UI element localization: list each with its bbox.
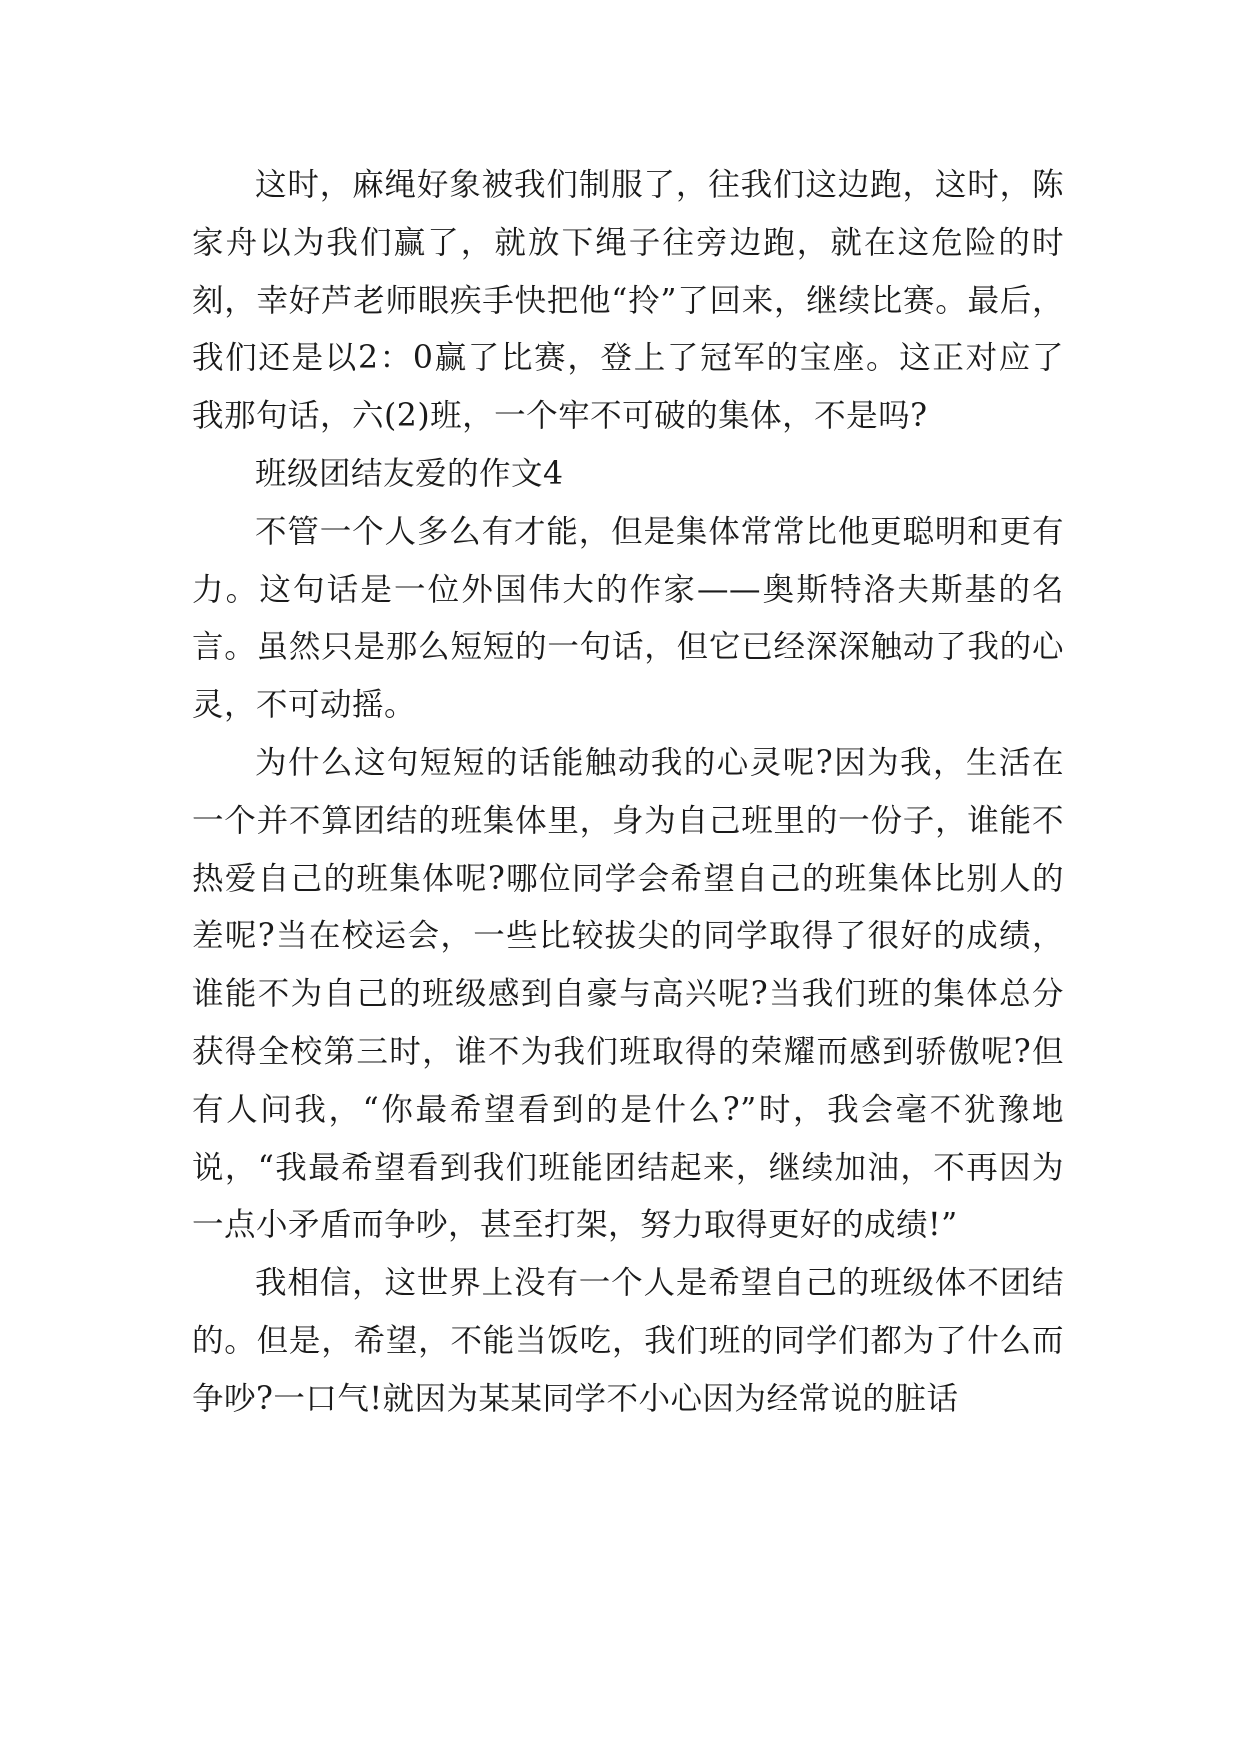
section-heading: 班级团结友爱的作文4 (255, 455, 564, 492)
paragraph-1: 这时，麻绳好象被我们制服了，往我们这边跑，这时，陈家舟以为我们赢了，就放下绳子往旁边跑，就在这危险的时刻，幸好芦老师眼疾手快把他“拎”了回来，继续比赛。最后，我们还是以2：0赢了比赛，登上了冠军的宝座。这正对应了我那句话，六(2)班，一个牢不可破的集体，不是吗? (192, 167, 1064, 435)
paragraph-3: 为什么这句短短的话能触动我的心灵呢?因为我，生活在一个并不算团结的班集体里，身为自己班里的一份子，谁能不热爱自己的班集体呢?哪位同学会希望自己的班集体比别人的差呢?当在校运会，一些比较拔尖的同学取得了很好的成绩，谁能不为自己的班级感到自豪与高兴呢?当我们班的集体总分获得全校第三时，谁不为我们班取得的荣耀而感到骄傲呢?但有人问我，“你最希望看到的是什么?”时，我会毫不犹豫地说，“我最希望看到我们班能团结起来，继续加油，不再因为一点小矛盾而争吵，甚至打架，努力取得更好的成绩!” (192, 744, 1064, 1244)
paragraph-2: 不管一个人多么有才能，但是集体常常比他更聪明和更有力。这句话是一位外国伟大的作家——奥斯特洛夫斯基的名言。虽然只是那么短短的一句话，但它已经深深触动了我的心灵，不可动摇。 (192, 513, 1064, 724)
document-page (192, 157, 1064, 1429)
paragraph-4: 我相信，这世界上没有一个人是希望自己的班级体不团结的。但是，希望，不能当饭吃，我们班的同学们都为了什么而争吵?一口气!就因为某某同学不小心因为经常说的脏话 (192, 1265, 1064, 1417)
